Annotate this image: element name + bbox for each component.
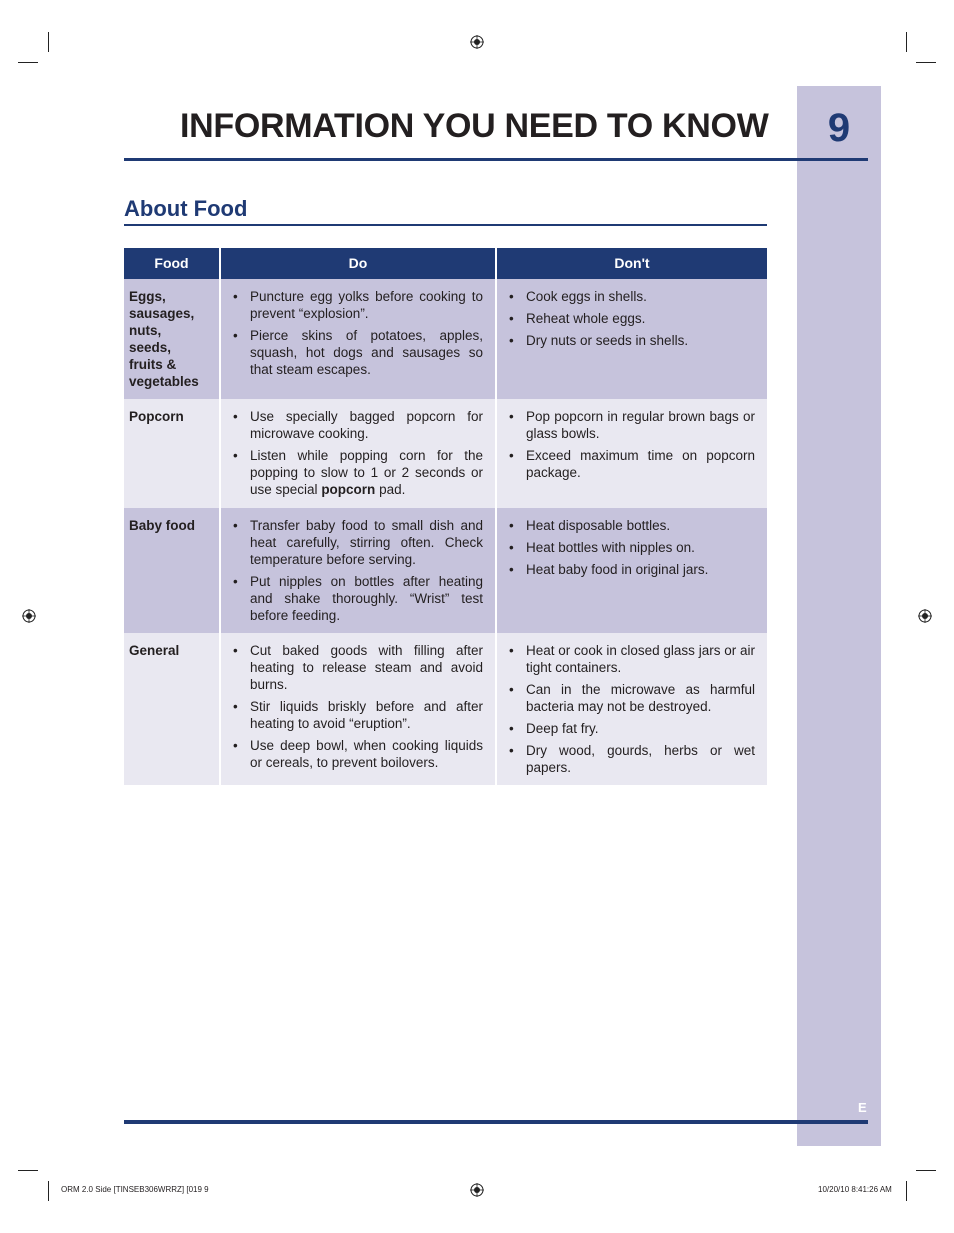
- crop-mark-icon: [906, 32, 907, 52]
- footer-divider: [124, 1120, 868, 1124]
- list-item: • Dry nuts or seeds in shells.: [503, 332, 755, 349]
- crop-mark-icon: [18, 62, 38, 63]
- food-name-cell: General: [124, 633, 220, 785]
- table-row: [124, 508, 767, 633]
- list-item: • Heat or cook in closed glass jars or air tight containers.: [503, 642, 755, 676]
- table-row: [124, 633, 767, 785]
- list-item-text: Listen while popping corn for the popping to slow to 1 or 2 seconds or use special: [250, 448, 483, 497]
- list-item: • Put nipples on bottles after heating and shake thoroughly. “Wrist” test before feeding.: [227, 573, 483, 624]
- list-item: • Heat baby food in original jars.: [503, 561, 755, 578]
- registration-mark-icon: [470, 35, 484, 49]
- list-item: • Exceed maximum time on popcorn package.: [503, 447, 755, 481]
- table-row: [124, 399, 767, 508]
- registration-mark-icon: [918, 609, 932, 623]
- dont-cell: [496, 279, 767, 399]
- list-item: • Use deep bowl, when cooking liquids or cereals, to prevent boilovers.: [227, 737, 483, 771]
- table-header-row: [124, 248, 767, 279]
- list-item: • Puncture egg yolks before cooking to prevent “explosion”.: [227, 288, 483, 322]
- emphasis-text: popcorn: [321, 482, 376, 497]
- list-item: • Transfer baby food to small dish and heat carefully, stirring often. Check temperature before serving.: [227, 517, 483, 568]
- column-header-dont: Don't: [496, 248, 767, 279]
- crop-mark-icon: [906, 1181, 907, 1201]
- crop-mark-icon: [916, 1170, 936, 1171]
- list-item: • Reheat whole eggs.: [503, 310, 755, 327]
- print-slug-right: 10/20/10 8:41:26 AM: [818, 1185, 892, 1194]
- crop-mark-icon: [18, 1170, 38, 1171]
- crop-mark-icon: [916, 62, 936, 63]
- title-divider: [124, 158, 868, 161]
- list-item: • Pop popcorn in regular brown bags or glass bowls.: [503, 408, 755, 442]
- list-item: • Heat bottles with nipples on.: [503, 539, 755, 556]
- list-item: • Cut baked goods with filling after heating to release steam and avoid burns.: [227, 642, 483, 693]
- list-item: • Pierce skins of potatoes, apples, squash, hot dogs and sausages so that steam escapes.: [227, 327, 483, 378]
- food-guidelines-table: [124, 248, 767, 785]
- section-heading: About Food: [124, 196, 248, 221]
- food-name-cell: Baby food: [124, 508, 220, 633]
- food-name-cell: Eggs, sausages, nuts, seeds, fruits & vegetables: [124, 279, 220, 399]
- do-cell: [220, 279, 496, 399]
- page-number: 9: [827, 106, 851, 150]
- chapter-sidebar: [797, 86, 881, 1146]
- crop-mark-icon: [48, 1181, 49, 1201]
- column-header-do: Do: [220, 248, 496, 279]
- list-item: • Can in the microwave as harmful bacteria may not be destroyed.: [503, 681, 755, 715]
- do-cell: [220, 508, 496, 633]
- section-divider: [124, 224, 767, 226]
- print-slug-left: ORM 2.0 Side [TINSEB306WRRZ] [019 9: [61, 1185, 209, 1194]
- crop-mark-icon: [48, 32, 49, 52]
- list-item: • Cook eggs in shells.: [503, 288, 755, 305]
- registration-mark-icon: [22, 609, 36, 623]
- food-name-cell: Popcorn: [124, 399, 220, 508]
- list-item: • Stir liquids briskly before and after heating to avoid “eruption”.: [227, 698, 483, 732]
- page-title: INFORMATION YOU NEED TO KNOW: [180, 107, 769, 145]
- list-item: • Use specially bagged popcorn for microwave cooking.: [227, 408, 483, 442]
- table-row: [124, 279, 767, 399]
- column-header-food: Food: [124, 248, 220, 279]
- dont-cell: [496, 399, 767, 508]
- do-cell: [220, 399, 496, 508]
- list-item: • Heat disposable bottles.: [503, 517, 755, 534]
- list-item: • Deep fat fry.: [503, 720, 755, 737]
- list-item: • Dry wood, gourds, herbs or wet papers.: [503, 742, 755, 776]
- dont-cell: [496, 633, 767, 785]
- language-mark: E: [858, 1100, 867, 1115]
- list-item-text: pad.: [379, 482, 406, 497]
- list-item: [227, 447, 483, 498]
- registration-mark-icon: [470, 1183, 484, 1197]
- do-cell: [220, 633, 496, 785]
- dont-cell: [496, 508, 767, 633]
